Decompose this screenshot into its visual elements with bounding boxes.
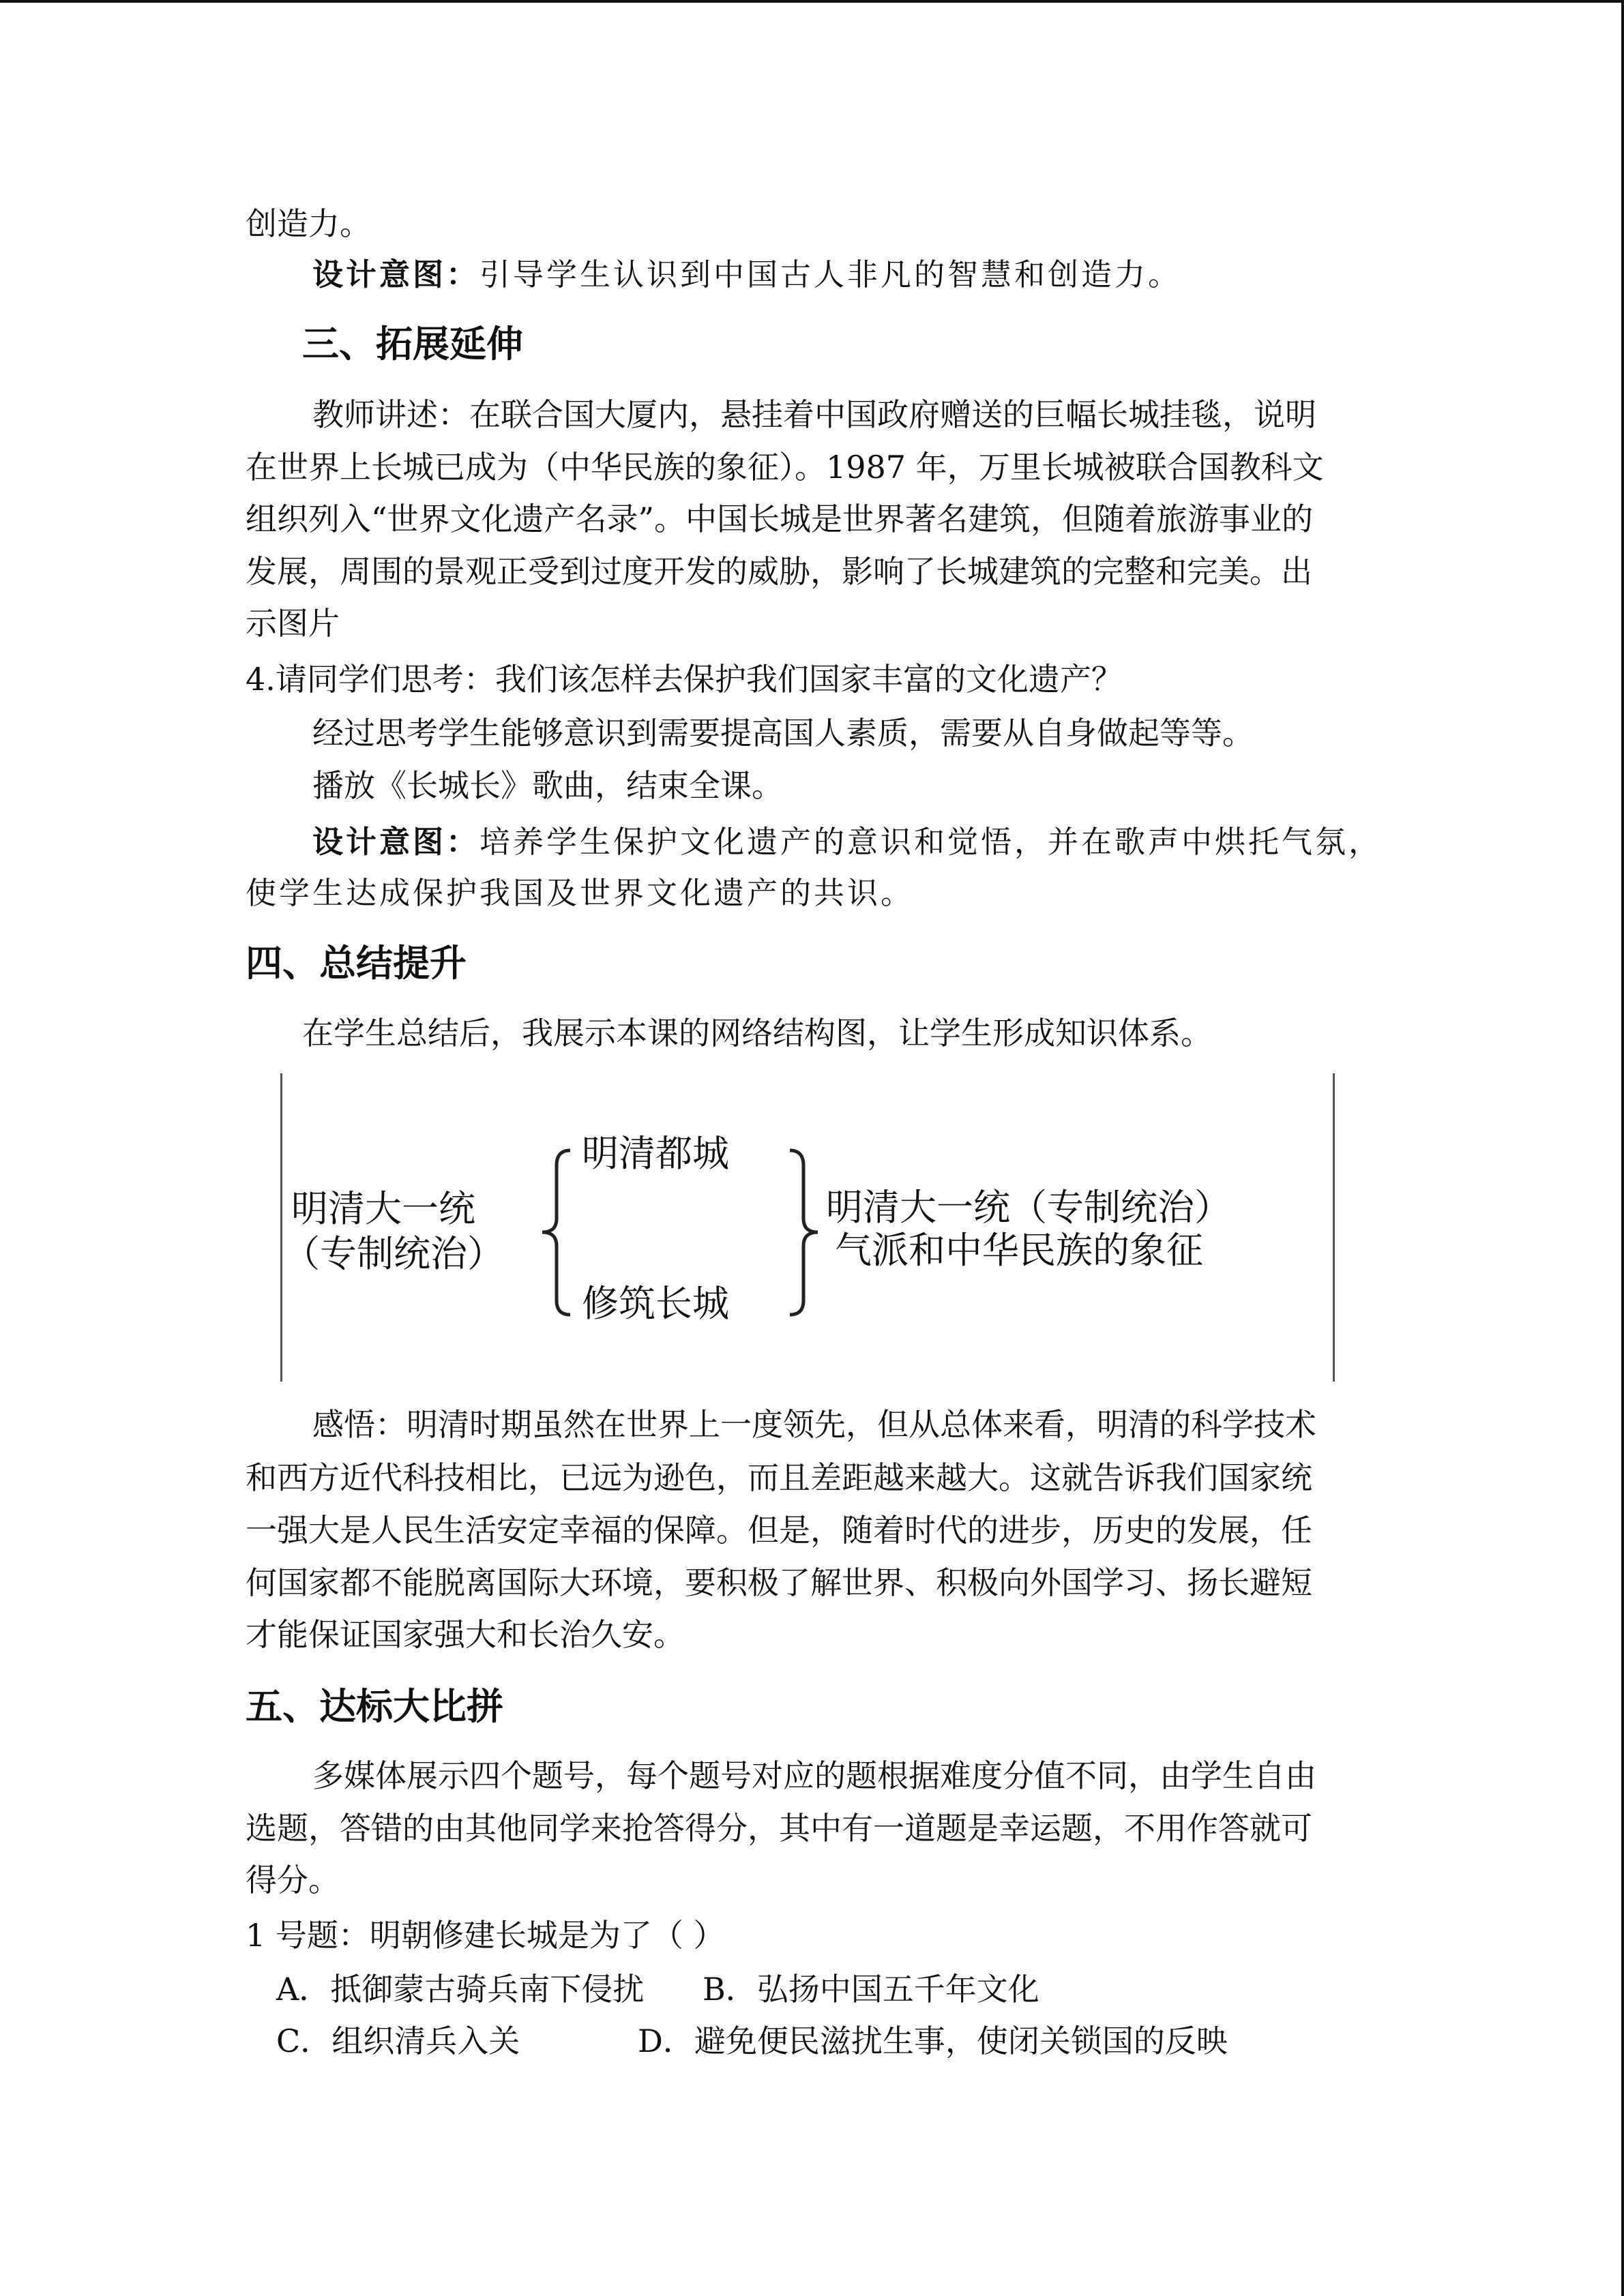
paragraph-line: 才能保证国家强大和长治久安。: [246, 1616, 685, 1653]
page-border-top: [0, 0, 1624, 3]
option-a: A．抵御蒙古骑兵南下侵扰: [276, 1971, 645, 2008]
paragraph-line: 在世界上长城已成为（中华民族的象征）。1987 年，万里长城被联合国教科文: [246, 449, 1324, 486]
diagram-right-subtitle: 气派和中华民族的象征: [835, 1229, 1203, 1272]
question-1: 1 号题：明朝修建长城是为了（ ）: [246, 1917, 725, 1954]
paragraph-line: 经过思考学生能够意识到需要提高国人素质，需要从自身做起等等。: [312, 715, 1254, 751]
paragraph-line: 发展，周围的景观正受到过度开发的威胁，影响了长城建筑的完整和完美。出: [246, 553, 1312, 590]
paragraph-line: 播放《长城长》歌曲，结束全课。: [312, 767, 783, 804]
paragraph-line: 示图片: [246, 605, 340, 642]
design-intent-text: 培养学生保护文化遗产的意识和觉悟，并在歌声中烘托气氛，: [479, 824, 1383, 860]
design-intent-2: [312, 822, 1382, 863]
paragraph-line: 感悟：明清时期虽然在世界上一度领先，但从总体来看，明清的科学技术: [312, 1406, 1316, 1443]
design-intent-2-cont: 使学生达成保护我国及世界文化遗产的共识。: [246, 875, 915, 911]
paragraph-line: 选题，答错的由其他同学来抢答得分，其中有一道题是幸运题，不用作答就可: [246, 1810, 1312, 1847]
paragraph-line: 在学生总结后，我展示本课的网络结构图，让学生形成知识体系。: [302, 1015, 1212, 1052]
page-border-right: [1621, 0, 1624, 2296]
design-intent-1: [312, 254, 1181, 295]
left-brace: [542, 1150, 570, 1315]
design-intent-label: 设计意图：: [312, 824, 480, 860]
diagram-great-wall: 修筑长城: [582, 1282, 729, 1325]
section-heading-4: 四、总结提升: [246, 942, 467, 985]
right-brace: [790, 1150, 818, 1315]
option-c: C．组织清兵入关: [276, 2023, 520, 2059]
diagram-right-title: 明清大一统（专制统治）: [826, 1186, 1231, 1229]
diagram-left-title: 明清大一统: [291, 1187, 475, 1230]
diagram-left-subtitle: （专制统治）: [283, 1232, 504, 1275]
paragraph-line: 多媒体展示四个题号，每个题号对应的题根据难度分值不同，由学生自由: [312, 1757, 1316, 1794]
option-b: B．弘扬中国五千年文化: [703, 1971, 1039, 2008]
paragraph-line: 得分。: [246, 1862, 340, 1898]
design-intent-label: 设计意图：: [312, 256, 480, 293]
section-heading-5: 五、达标大比拼: [246, 1685, 503, 1728]
paragraph-line: 何国家都不能脱离国际大环境，要积极了解世界、积极向外国学习、扬长避短: [246, 1564, 1312, 1601]
paragraph-line: 和西方近代科技相比，已远为逊色，而且差距越来越大。这就告诉我们国家统: [246, 1459, 1312, 1496]
question-4: 4.请同学们思考：我们该怎样去保护我们国家丰富的文化遗产？: [246, 661, 1123, 698]
design-intent-text: 引导学生认识到中国古人非凡的智慧和创造力。: [479, 256, 1182, 293]
option-d: D．避免便民滋扰生事，使闭关锁国的反映: [638, 2023, 1228, 2059]
section-heading-3: 三、拓展延伸: [302, 323, 523, 366]
knowledge-structure-diagram: [280, 1073, 1335, 1382]
paragraph-line: 教师讲述：在联合国大厦内，悬挂着中国政府赠送的巨幅长城挂毯，说明: [312, 396, 1316, 433]
paragraph-line: 创造力。: [246, 205, 371, 242]
paragraph-line: 一强大是人民生活安定幸福的保障。但是，随着时代的进步，历史的发展，任: [246, 1512, 1312, 1549]
paragraph-line: 组织列入“世界文化遗产名录”。中国长城是世界著名建筑，但随着旅游事业的: [246, 501, 1314, 537]
diagram-capital-cities: 明清都城: [582, 1132, 729, 1175]
